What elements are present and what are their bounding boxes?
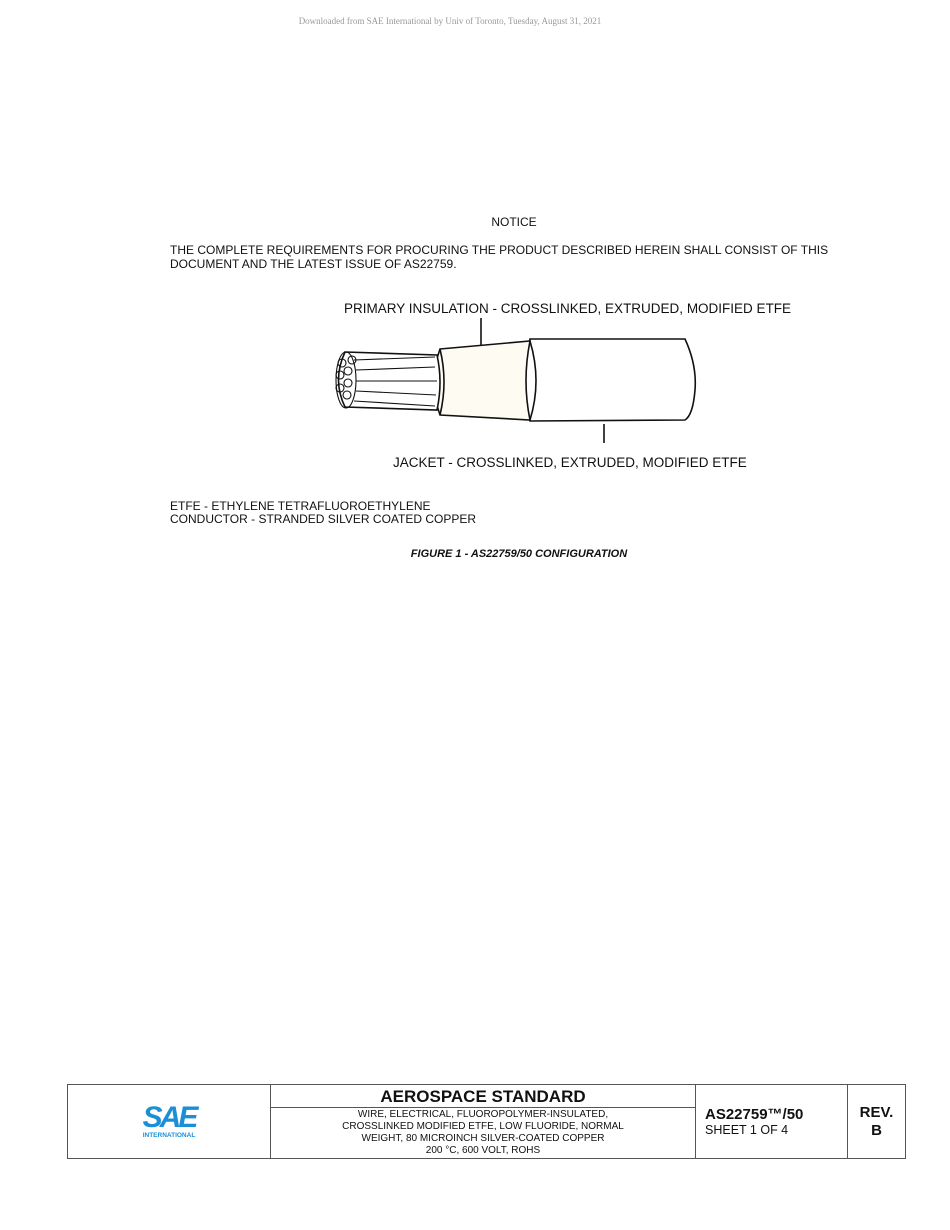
revision-value: B bbox=[871, 1121, 882, 1139]
logo-mark: SAE bbox=[142, 1101, 196, 1134]
description-line: 200 °C, 600 VOLT, ROHS bbox=[425, 1145, 541, 1156]
download-notice: Downloaded from SAE International by Univ of Toronto, Tuesday, August 31, 2021 bbox=[298, 16, 602, 26]
jacket-label: JACKET - CROSSLINKED, EXTRUDED, MODIFIED ETFE bbox=[393, 455, 747, 470]
document-number-cell bbox=[696, 1085, 848, 1159]
document-number: AS22759™/50 bbox=[705, 1106, 804, 1123]
revision-cell bbox=[848, 1085, 906, 1159]
description-line: WEIGHT, 80 MICROINCH SILVER-COATED COPPER bbox=[361, 1133, 605, 1144]
description-line: WIRE, ELECTRICAL, FLUOROPOLYMER-INSULATED, bbox=[357, 1109, 609, 1120]
definitions bbox=[170, 500, 476, 526]
description-line: CROSSLINKED MODIFIED ETFE, LOW FLUORIDE, NORMAL bbox=[342, 1121, 624, 1132]
title-block bbox=[67, 1084, 906, 1159]
notice-text: THE COMPLETE REQUIREMENTS FOR PROCURING THE PRODUCT DESCRIBED HEREIN SHALL CONSIST OF THIS DOCUMENT AND THE LATEST ISSUE OF AS22759. bbox=[170, 243, 829, 271]
definition-etfe: ETFE - ETHYLENE TETRAFLUOROETHYLENE bbox=[170, 499, 431, 513]
primary-insulation bbox=[434, 341, 530, 420]
wire-illustration bbox=[310, 315, 710, 445]
sheet-number: SHEET 1 OF 4 bbox=[705, 1123, 789, 1137]
notice-heading: NOTICE bbox=[491, 215, 537, 229]
standard-heading: AEROSPACE STANDARD bbox=[271, 1086, 695, 1108]
figure-caption: FIGURE 1 - AS22759/50 CONFIGURATION bbox=[410, 548, 628, 560]
title-cell bbox=[271, 1085, 696, 1159]
revision-label: REV. bbox=[859, 1103, 894, 1121]
logo-subtext: INTERNATIONAL bbox=[142, 1132, 196, 1139]
sae-logo bbox=[68, 1085, 271, 1159]
standard-description bbox=[271, 1108, 695, 1157]
definition-conductor: CONDUCTOR - STRANDED SILVER COATED COPPER bbox=[170, 512, 477, 526]
primary-insulation-label: PRIMARY INSULATION - CROSSLINKED, EXTRUDED, MODIFIED ETFE bbox=[344, 301, 792, 316]
jacket bbox=[525, 339, 695, 421]
